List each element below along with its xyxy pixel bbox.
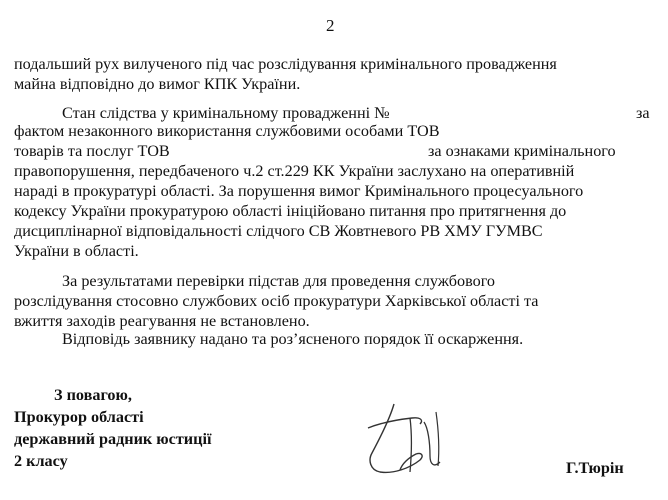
body-line: Відповідь заявнику надано та роз’ясненого порядок її оскарження. [62, 330, 524, 348]
body-line: кодексу України прокуратурою області ініційовано питання про притягнення до [14, 202, 567, 220]
body-line: за [636, 104, 650, 122]
closing-rank: державний радник юстиції [14, 430, 212, 448]
body-line: Стан слідства у кримінальному провадженні № [62, 104, 390, 122]
body-line: вжиття заходів реагування не встановлено. [14, 312, 310, 330]
body-line: правопорушення, передбаченого ч.2 ст.229 КК України заслухано на оперативній [14, 162, 575, 180]
signer-name: Г.Тюрін [566, 459, 624, 477]
body-line: подальший рух вилученого під час розслідування кримінального провадження [14, 55, 557, 73]
closing-class: 2 класу [14, 452, 68, 470]
closing-block [14, 384, 211, 472]
closing-greeting: З повагою, [54, 386, 132, 404]
closing-title: Прокурор області [14, 408, 144, 426]
body-line: фактом незаконного використання службовими особами ТОВ [14, 122, 440, 140]
body-line: нараді в прокуратурі області. За порушення вимог Кримінального процесуального [14, 182, 584, 200]
page-number: 2 [326, 16, 335, 35]
body-line: майна відповідно до вимог КПК України. [14, 75, 301, 93]
signature-mark [350, 398, 460, 483]
body-line: За результатами перевірки підстав для проведення службового [62, 272, 496, 290]
body-line: за ознаками кримінального [428, 142, 616, 160]
body-line: України в області. [14, 242, 139, 260]
body-line: розслідування стосовно службових осіб прокуратури Харківської області та [14, 292, 539, 310]
body-line: дисциплінарної відповідальності слідчого СВ Жовтневого РВ ХМУ ГУМВС [14, 222, 543, 240]
body-line: товарів та послуг ТОВ [14, 142, 170, 160]
